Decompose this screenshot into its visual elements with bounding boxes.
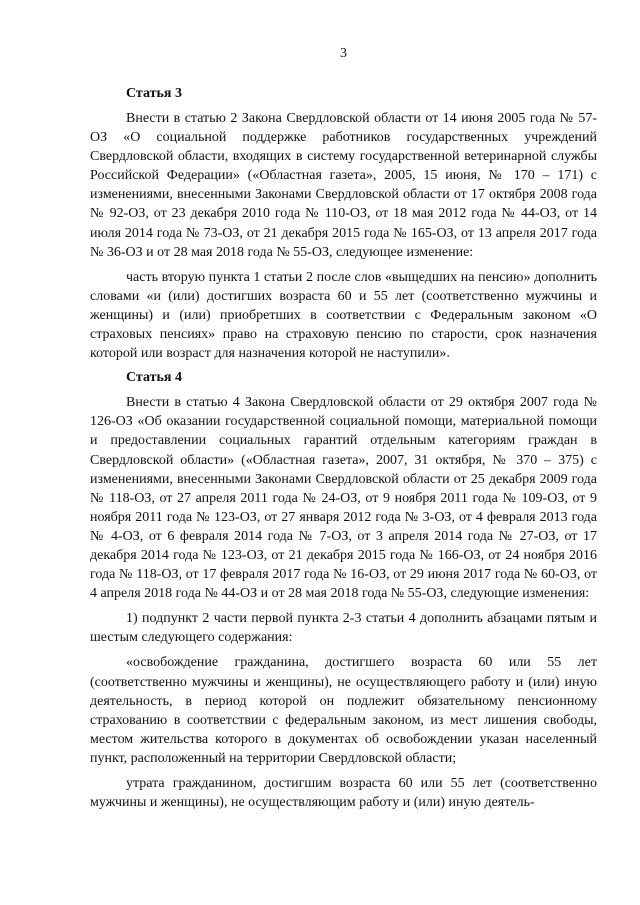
article-4-paragraph-2: 1) подпункт 2 части первой пункта 2-3 статьи 4 дополнить абзацами пятым и шестым следующего содержания: (90, 611, 597, 646)
article-3-heading: Статья 3 (126, 86, 182, 101)
document-page (90, 45, 597, 818)
article-4-paragraph-4: утрата гражданином, достигшим возраста 60 или 55 лет (соответственно мужчины и женщины), не осуществляющим работу и (или) иную деятель- (90, 776, 597, 811)
article-4-paragraph-1: Внести в статью 4 Закона Свердловской области от 29 октября 2007 года № 126-ОЗ «Об оказании государственной социальной помощи, материальной помощи и предоставлении социальных гарантий отдельным категориям граждан в Свердловской области» («Областная газета», 2007, 31 октября, № 370 – 375) с изменениями, внесенными Законами Свердловской области от 25 декабря 2009 года № 118-ОЗ, от 27 апреля 2011 года № 24-ОЗ, от 9 ноября 2011 года № 109-ОЗ, от 9 ноября 2011 года № 123-ОЗ, от 27 января 2012 года № 3-ОЗ, от 4 февраля 2013 года № 4-ОЗ, от 6 февраля 2014 года № 7-ОЗ, от 3 апреля 2014 года № 27-ОЗ, от 17 декабря 2014 года № 123-ОЗ, от 21 декабря 2015 года № 166-ОЗ, от 24 ноября 2016 года № 118-ОЗ, от 17 февраля 2017 года № 16-ОЗ, от 29 июня 2017 года № 60-ОЗ, от 4 апреля 2018 года № 44-ОЗ и от 28 мая 2018 года № 55-ОЗ, следующие изменения: (90, 395, 597, 602)
article-3-paragraph-2: часть вторую пункта 1 статьи 2 после слов «выщедших на пенсию» дополнить словами «и (или) достигших возраста 60 и 55 лет (соответственно мужчины и женщины) и (или) приобретших в соответствии с Федеральным законом «О страховых пенсиях» право на страховую пенсию по старости, срок назначения которой или возраст для назначения которой не наступили». (90, 269, 597, 362)
article-3-paragraph-1: Внести в статью 2 Закона Свердловской области от 14 июня 2005 года № 57-ОЗ «О социальной поддержке работников государственных учреждений Свердловской области, входящих в систему государственной ветеринарной службы Российской Федерации» («Областная газета», 2005, 15 июня, № 170 – 171) с изменениями, внесенными Законами Свердловской области от 17 октября 2008 года № 92-ОЗ, от 23 декабря 2010 года № 110-ОЗ, от 18 мая 2012 года № 44-ОЗ, от 14 июля 2014 года № 73-ОЗ, от 21 декабря 2015 года № 165-ОЗ, от 13 апреля 2017 года № 36-ОЗ и от 28 мая 2018 года № 55-ОЗ, следующее изменение: (90, 111, 597, 260)
article-4-heading: Статья 4 (126, 370, 182, 386)
page-number: 3 (340, 46, 347, 61)
article-4-paragraph-3: «освобождение гражданина, достигшего возраста 60 или 55 лет (соответственно мужчины и женщины), не осуществляющего работу и (или) иную деятельность, в период которой он подлежит обязательному пенсионному страхованию в соответствии с федеральным законом, из мест лишения свободы, местом жительства которого в документах об освобождении указан населенный пункт, расположенный на территории Свердловской области; (90, 655, 597, 766)
